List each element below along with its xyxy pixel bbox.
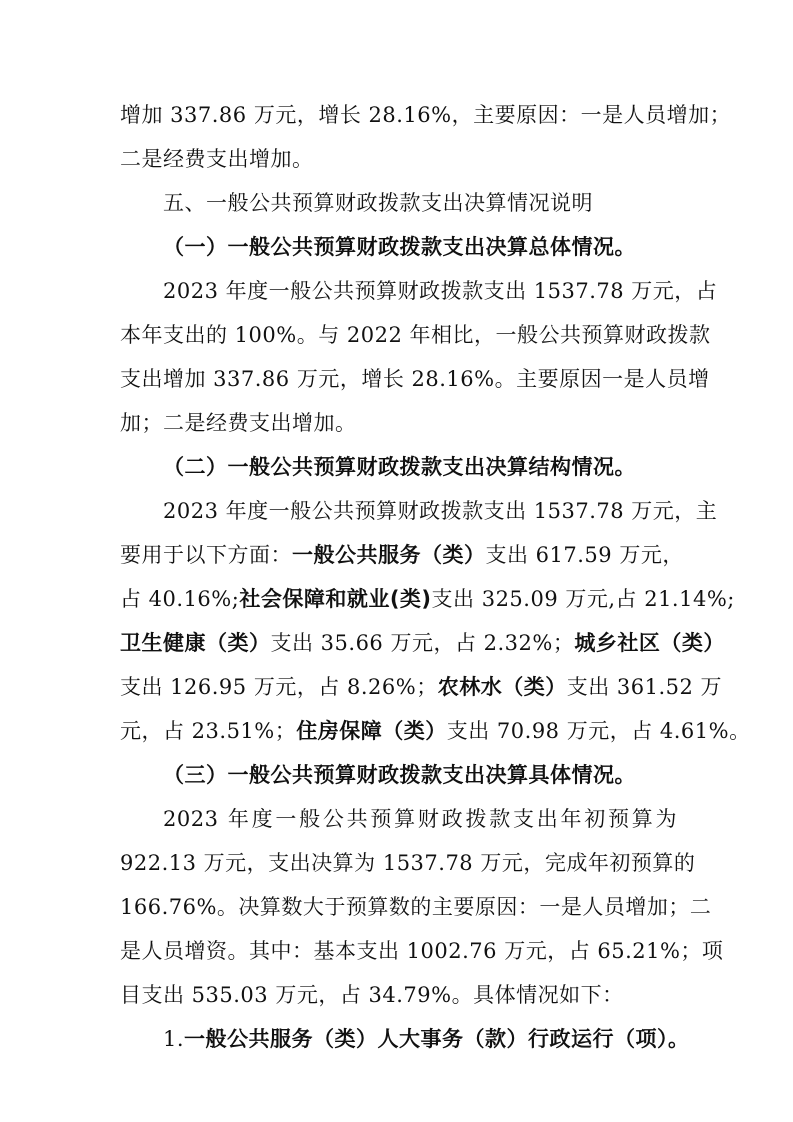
paragraph-line: 2023 年度一般公共预算财政拨款支出 1537.78 万元，占 — [163, 279, 718, 303]
paragraph-line — [120, 629, 725, 657]
text-run: 元，占 23.51%； — [120, 719, 297, 743]
paragraph-line: 是人员增资。其中：基本支出 1002.76 万元，占 65.21%；项 — [120, 939, 724, 963]
paragraph-line — [120, 541, 684, 569]
item-heading — [163, 1025, 690, 1053]
item-title: 一般公共服务（类）人大事务（款）行政运行（项）。 — [184, 1027, 690, 1051]
category-label: 卫生健康（类） — [120, 631, 271, 655]
text-run: 支出 70.98 万元，占 4.61%。 — [446, 719, 751, 743]
text-run: 支出 325.09 万元,占 21.14%; — [431, 587, 735, 611]
subsection-heading: （二）一般公共预算财政拨款支出决算结构情况。 — [163, 455, 636, 479]
paragraph-line — [120, 717, 751, 745]
category-label: 社会保障和就业(类) — [239, 587, 432, 611]
subsection-heading: （一）一般公共预算财政拨款支出决算总体情况。 — [163, 235, 636, 259]
text-run: 要用于以下方面： — [120, 543, 292, 567]
category-label: 住房保障（类） — [296, 719, 447, 743]
paragraph-line: 目支出 535.03 万元，占 34.79%。具体情况如下： — [120, 983, 624, 1007]
paragraph-line: 166.76%。决算数大于预算数的主要原因：一是人员增加；二 — [120, 895, 712, 919]
paragraph-line: 2023 年度一般公共预算财政拨款支出年初预算为 — [163, 807, 677, 831]
section-heading: 五、一般公共预算财政拨款支出决算情况说明 — [163, 191, 593, 215]
paragraph-line — [120, 673, 723, 701]
category-label: 一般公共服务（类） — [292, 543, 486, 567]
paragraph-line: 二是经费支出增加。 — [120, 147, 314, 171]
paragraph-line: 支出增加 337.86 万元，增长 28.16%。主要原因一是人员增 — [120, 367, 710, 391]
text-run: 支出 361.52 万 — [566, 675, 723, 699]
paragraph-line — [120, 585, 735, 613]
paragraph-line: 加；二是经费支出增加。 — [120, 411, 357, 435]
category-label: 农林水（类） — [437, 675, 567, 699]
paragraph-line: 922.13 万元，支出决算为 1537.78 万元，完成年初预算的 — [120, 851, 696, 875]
paragraph-line: 2023 年度一般公共预算财政拨款支出 1537.78 万元，主 — [163, 499, 718, 523]
text-run: 支出 35.66 万元，占 2.32%； — [270, 631, 575, 655]
text-run: 占 40.16%; — [120, 587, 240, 611]
paragraph-line: 本年支出的 100%。与 2022 年相比，一般公共预算财政拨款 — [120, 323, 711, 347]
text-run: 支出 126.95 万元，占 8.26%； — [120, 675, 438, 699]
item-number: 1. — [163, 1027, 185, 1051]
subsection-heading: （三）一般公共预算财政拨款支出决算具体情况。 — [163, 763, 636, 787]
category-label: 城乡社区（类） — [574, 631, 725, 655]
paragraph-line: 增加 337.86 万元，增长 28.16%，主要原因：一是人员增加； — [120, 103, 732, 127]
text-run: 支出 617.59 万元， — [485, 543, 684, 567]
